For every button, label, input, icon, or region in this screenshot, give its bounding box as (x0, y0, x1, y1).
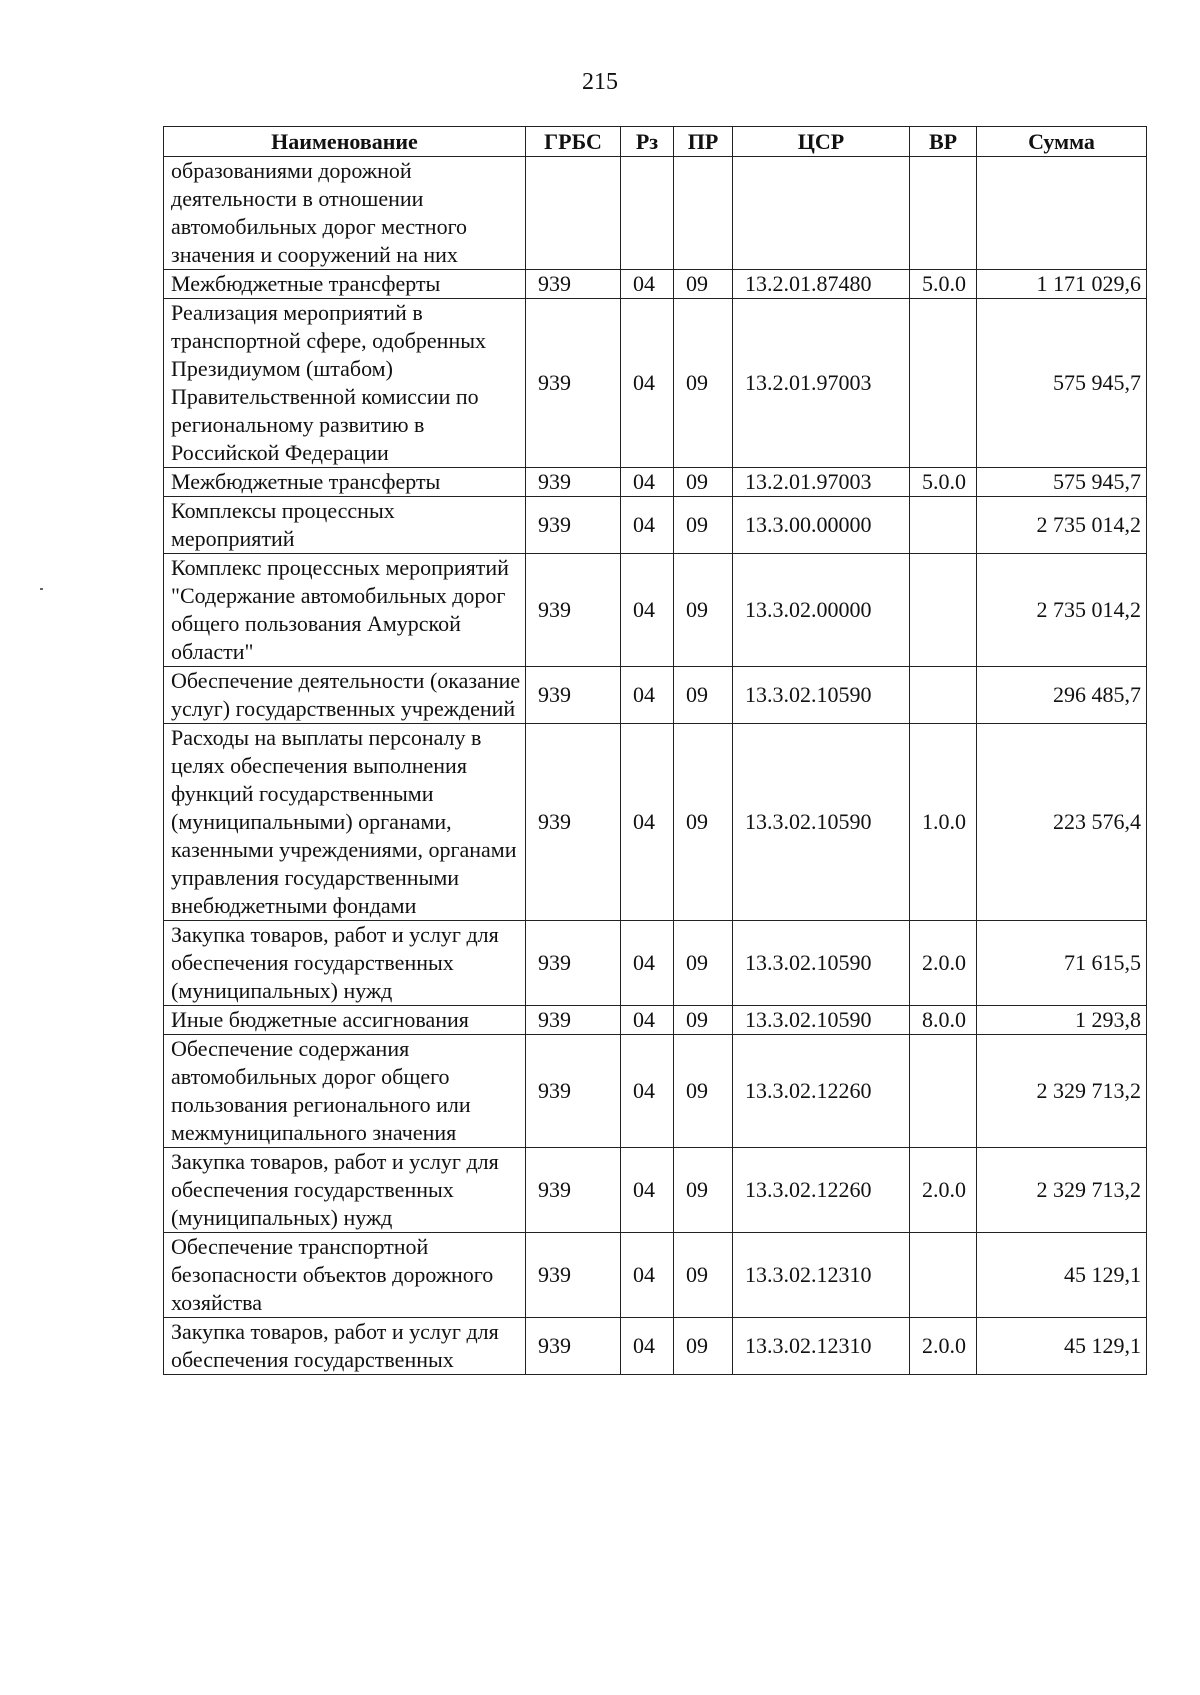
cell-name: Обеспечение содержания автомобильных дорог общего пользования регионального или межмуниципального значения (164, 1035, 526, 1148)
table-row (164, 1006, 1147, 1035)
cell-name: Комплекс процессных мероприятий "Содержание автомобильных дорог общего пользования Амурской области" (164, 554, 526, 667)
table-row (164, 921, 1147, 1006)
cell-rz (621, 157, 674, 270)
budget-table (163, 126, 1147, 1375)
cell-pr: 09 (674, 921, 733, 1006)
cell-name: Комплексы процессных мероприятий (164, 497, 526, 554)
cell-sum: 2 735 014,2 (977, 497, 1147, 554)
cell-name: Иные бюджетные ассигнования (164, 1006, 526, 1035)
table-row (164, 667, 1147, 724)
cell-vr (910, 554, 977, 667)
cell-rz: 04 (621, 1318, 674, 1375)
table-row (164, 468, 1147, 497)
cell-pr: 09 (674, 554, 733, 667)
cell-csr: 13.2.01.97003 (733, 299, 910, 468)
cell-grbs (526, 157, 621, 270)
cell-vr (910, 157, 977, 270)
cell-rz: 04 (621, 497, 674, 554)
cell-rz: 04 (621, 1233, 674, 1318)
header-name: Наименование (164, 127, 526, 157)
cell-grbs: 939 (526, 1318, 621, 1375)
cell-vr (910, 497, 977, 554)
cell-rz: 04 (621, 270, 674, 299)
cell-csr: 13.3.02.10590 (733, 724, 910, 921)
cell-csr: 13.2.01.97003 (733, 468, 910, 497)
cell-pr: 09 (674, 1318, 733, 1375)
cell-rz: 04 (621, 299, 674, 468)
header-grbs: ГРБС (526, 127, 621, 157)
cell-grbs: 939 (526, 921, 621, 1006)
cell-pr (674, 157, 733, 270)
cell-pr: 09 (674, 468, 733, 497)
cell-csr: 13.3.02.10590 (733, 667, 910, 724)
cell-pr: 09 (674, 1148, 733, 1233)
cell-pr: 09 (674, 724, 733, 921)
header-csr: ЦСР (733, 127, 910, 157)
cell-sum: 2 329 713,2 (977, 1148, 1147, 1233)
cell-csr: 13.3.02.12260 (733, 1035, 910, 1148)
cell-grbs: 939 (526, 468, 621, 497)
cell-grbs: 939 (526, 1035, 621, 1148)
page-number: 215 (582, 69, 618, 95)
cell-sum: 296 485,7 (977, 667, 1147, 724)
cell-vr: 5.0.0 (910, 270, 977, 299)
cell-pr: 09 (674, 1233, 733, 1318)
cell-pr: 09 (674, 497, 733, 554)
table-row (164, 299, 1147, 468)
cell-name: Закупка товаров, работ и услуг для обеспечения государственных (муниципальных) нужд (164, 1148, 526, 1233)
cell-grbs: 939 (526, 1148, 621, 1233)
header-rz: Рз (621, 127, 674, 157)
table-row (164, 1148, 1147, 1233)
cell-csr (733, 157, 910, 270)
cell-vr: 2.0.0 (910, 1318, 977, 1375)
cell-sum: 71 615,5 (977, 921, 1147, 1006)
cell-sum (977, 157, 1147, 270)
cell-grbs: 939 (526, 1233, 621, 1318)
table-row (164, 270, 1147, 299)
cell-sum: 223 576,4 (977, 724, 1147, 921)
cell-pr: 09 (674, 270, 733, 299)
cell-vr (910, 1233, 977, 1318)
cell-pr: 09 (674, 667, 733, 724)
cell-grbs: 939 (526, 497, 621, 554)
cell-pr: 09 (674, 299, 733, 468)
cell-sum: 2 329 713,2 (977, 1035, 1147, 1148)
table-row (164, 1035, 1147, 1148)
table-row (164, 1318, 1147, 1375)
table-row (164, 1233, 1147, 1318)
cell-name: Реализация мероприятий в транспортной сфере, одобренных Президиумом (штабом) Правительственной комиссии по региональному развитию в Российской Федерации (164, 299, 526, 468)
cell-name: Межбюджетные трансферты (164, 468, 526, 497)
cell-grbs: 939 (526, 667, 621, 724)
table-header-row (164, 127, 1147, 157)
table-row (164, 497, 1147, 554)
header-pr: ПР (674, 127, 733, 157)
cell-csr: 13.3.02.12310 (733, 1233, 910, 1318)
cell-grbs: 939 (526, 554, 621, 667)
cell-csr: 13.3.02.12310 (733, 1318, 910, 1375)
cell-sum: 1 171 029,6 (977, 270, 1147, 299)
cell-vr: 1.0.0 (910, 724, 977, 921)
cell-vr (910, 1035, 977, 1148)
cell-sum: 575 945,7 (977, 468, 1147, 497)
scan-speck (40, 588, 43, 590)
cell-sum: 1 293,8 (977, 1006, 1147, 1035)
header-sum: Сумма (977, 127, 1147, 157)
cell-csr: 13.3.00.00000 (733, 497, 910, 554)
cell-rz: 04 (621, 468, 674, 497)
table-row (164, 554, 1147, 667)
cell-csr: 13.3.02.12260 (733, 1148, 910, 1233)
cell-vr: 8.0.0 (910, 1006, 977, 1035)
cell-csr: 13.3.02.10590 (733, 1006, 910, 1035)
cell-vr: 2.0.0 (910, 921, 977, 1006)
cell-vr: 2.0.0 (910, 1148, 977, 1233)
cell-name: Обеспечение деятельности (оказание услуг) государственных учреждений (164, 667, 526, 724)
cell-name: Закупка товаров, работ и услуг для обеспечения государственных (муниципальных) нужд (164, 921, 526, 1006)
cell-vr (910, 667, 977, 724)
cell-csr: 13.3.02.10590 (733, 921, 910, 1006)
cell-rz: 04 (621, 1006, 674, 1035)
cell-rz: 04 (621, 554, 674, 667)
cell-sum: 575 945,7 (977, 299, 1147, 468)
header-vr: ВР (910, 127, 977, 157)
cell-sum: 45 129,1 (977, 1318, 1147, 1375)
cell-rz: 04 (621, 1035, 674, 1148)
table-row (164, 724, 1147, 921)
cell-grbs: 939 (526, 724, 621, 921)
cell-rz: 04 (621, 667, 674, 724)
cell-sum: 45 129,1 (977, 1233, 1147, 1318)
cell-csr: 13.2.01.87480 (733, 270, 910, 299)
cell-csr: 13.3.02.00000 (733, 554, 910, 667)
cell-sum: 2 735 014,2 (977, 554, 1147, 667)
cell-grbs: 939 (526, 270, 621, 299)
cell-name: Межбюджетные трансферты (164, 270, 526, 299)
table-row (164, 157, 1147, 270)
cell-grbs: 939 (526, 299, 621, 468)
cell-pr: 09 (674, 1035, 733, 1148)
cell-rz: 04 (621, 921, 674, 1006)
cell-name: Обеспечение транспортной безопасности объектов дорожного хозяйства (164, 1233, 526, 1318)
cell-grbs: 939 (526, 1006, 621, 1035)
cell-pr: 09 (674, 1006, 733, 1035)
cell-rz: 04 (621, 724, 674, 921)
cell-name: образованиями дорожной деятельности в отношении автомобильных дорог местного значения и сооружений на них (164, 157, 526, 270)
cell-rz: 04 (621, 1148, 674, 1233)
cell-name: Закупка товаров, работ и услуг для обеспечения государственных (164, 1318, 526, 1375)
cell-name: Расходы на выплаты персоналу в целях обеспечения выполнения функций государственными (муниципальными) органами, казенными учреждениями, органами управления государственными внебюджетными фондами (164, 724, 526, 921)
cell-vr (910, 299, 977, 468)
cell-vr: 5.0.0 (910, 468, 977, 497)
